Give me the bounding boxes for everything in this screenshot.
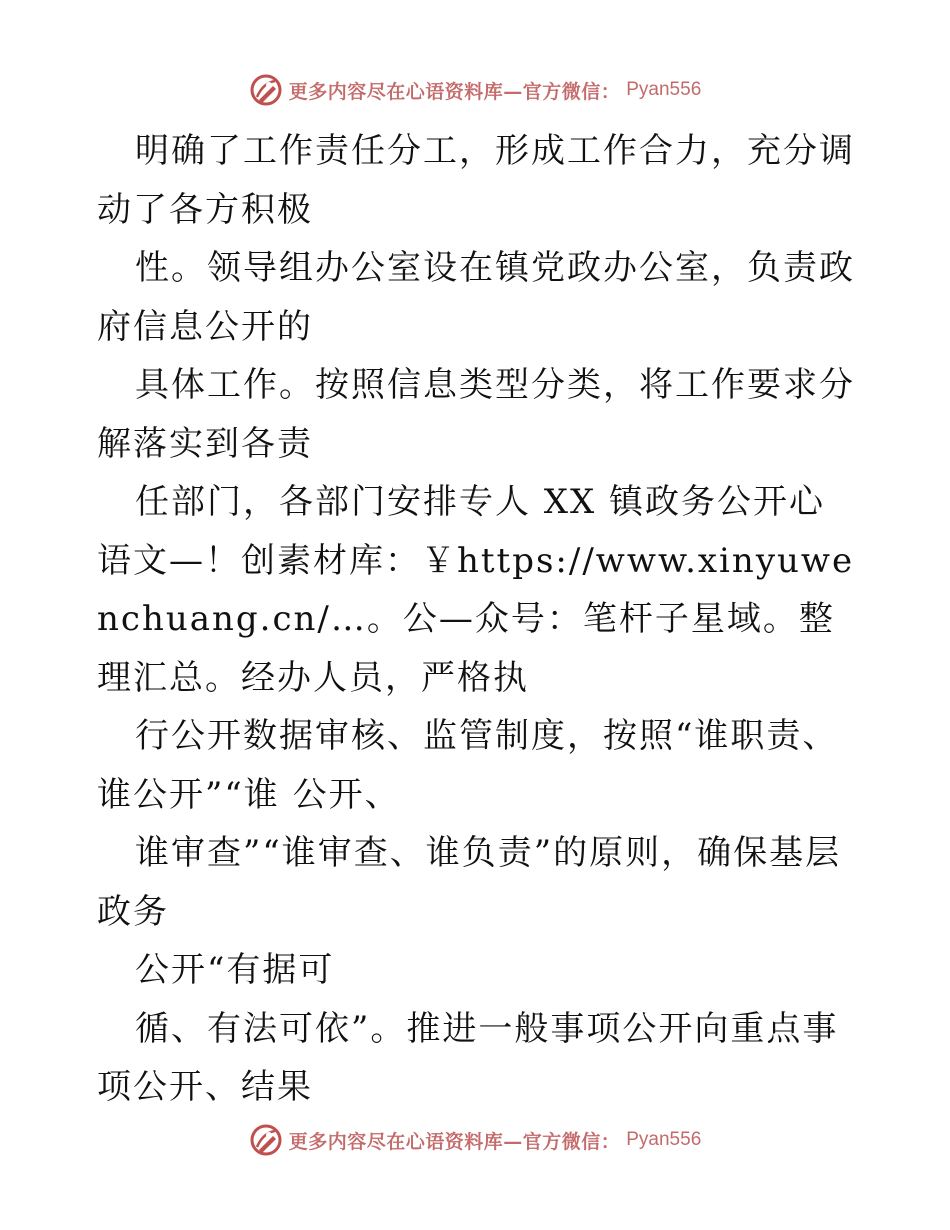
footer-wechat-id: Pyan556: [626, 1129, 702, 1150]
header-banner: [0, 70, 950, 110]
pen-swirl-logo-icon: [249, 73, 283, 107]
body-paragraph: 谁审查”“谁审查、谁负责”的原则，确保基层政务: [97, 833, 842, 932]
body-paragraph: 行公开数据审核、监管制度，按照“谁职责、谁公开”“谁 公开、: [97, 716, 839, 815]
pen-swirl-logo-icon: [249, 1123, 283, 1157]
body-paragraph: 性。领导组办公室设在镇党政办公室，负责政府信息公开的: [97, 248, 855, 347]
body-paragraph: 任部门，各部门安排专人 XX 镇政务公开心语文—！创素材库：￥https://www.xinyuwenchuang.cn/…。公—众号：笔杆子星域。整理汇总。经办人员，严格执: [97, 482, 855, 698]
body-paragraph: 具体工作。按照信息类型分类，将工作要求分解落实到各责: [97, 365, 855, 464]
body-paragraph: 公开“有据可: [135, 950, 335, 990]
header-banner-text: 更多内容尽在心语资料库—官方微信：: [288, 80, 621, 103]
footer-banner: [0, 1120, 950, 1160]
body-paragraph: 循、有法可依”。推进一般事项公开向重点事项公开、结果: [97, 1008, 839, 1107]
document-body: [97, 122, 857, 1117]
footer-banner-text: 更多内容尽在心语资料库—官方微信：: [288, 1130, 621, 1153]
body-paragraph: 明确了工作责任分工，形成工作合力，充分调动了各方积极: [97, 131, 855, 230]
header-wechat-id: Pyan556: [626, 79, 702, 100]
